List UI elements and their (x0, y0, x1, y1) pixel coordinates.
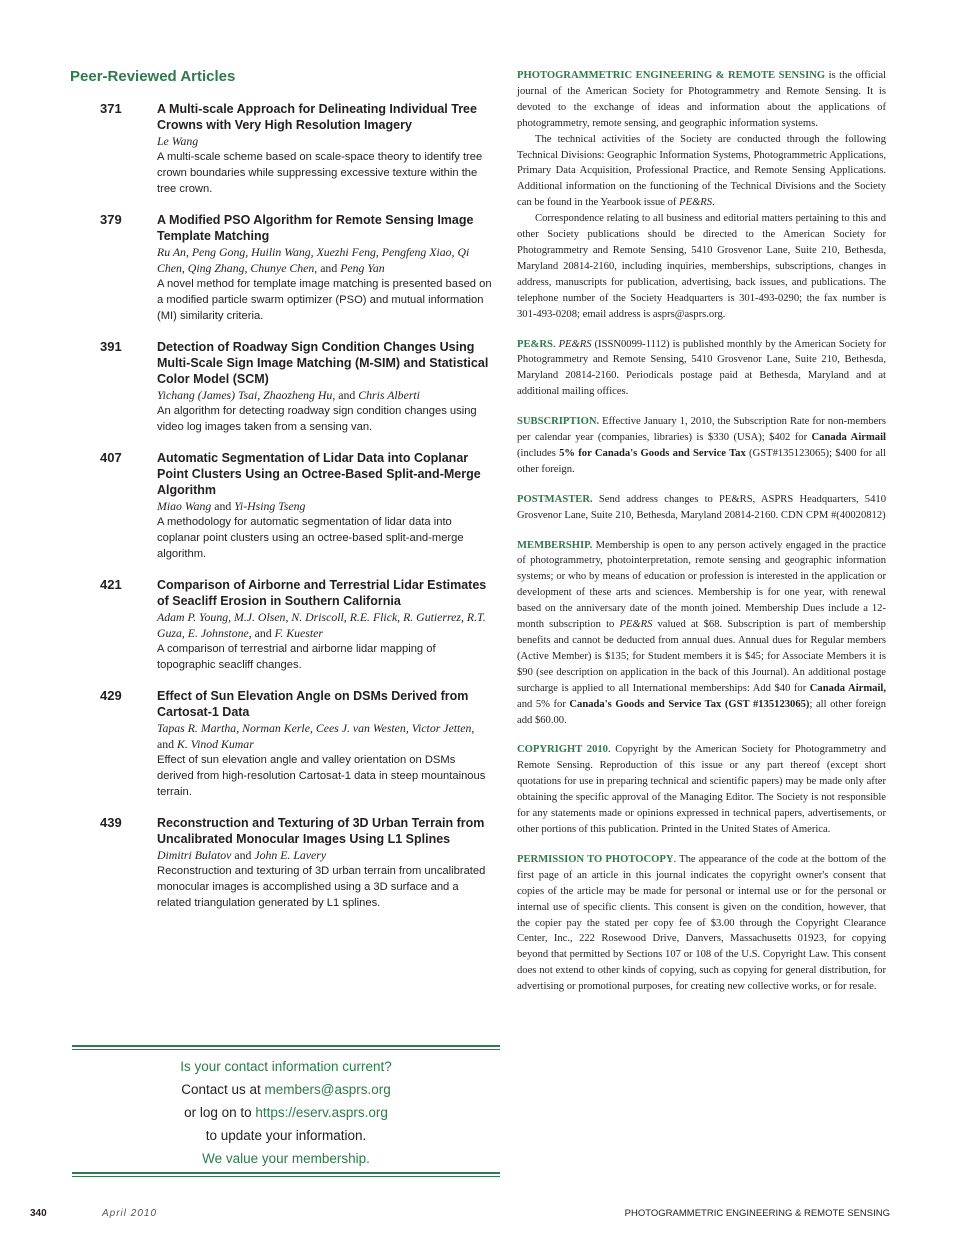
divisions-text: The technical activities of the Society are conducted through the following Technical Divisions: Geographic Information Systems, Photogrammetric Applications, Primary Data Acquisition, Professional Practice, and Remote Sensing Applications. Additional information on the functioning of the Technical Divisions and the Society can be found in the Yearbook issue of (517, 133, 886, 209)
copyright-section (517, 742, 886, 837)
journal-lead: PHOTOGRAMMETRIC ENGINEERING & REMOTE SENSING (517, 70, 826, 81)
pers-paragraph (517, 337, 886, 401)
subscription-paragraph (517, 414, 886, 478)
authors-list: Miao Wang (157, 499, 212, 513)
article-page-number: 407 (100, 450, 122, 465)
issue-date: April 2010 (102, 1208, 158, 1219)
article-authors (157, 498, 492, 514)
membership-lead: MEMBERSHIP. (517, 539, 593, 551)
contents-column (70, 68, 492, 926)
subscription-text: Effective January 1, 2010, the Subscription Rate for non-members per calendar year (companies, libraries) is $330 (USA); $402 for (517, 416, 886, 444)
contact-email-link[interactable]: members@asprs.org (264, 1082, 391, 1097)
page-footer (30, 1208, 890, 1224)
article-body (157, 815, 492, 911)
article-summary: Reconstruction and texturing of 3D urban terrain from uncalibrated monocular images is accomplished using a 3D surface and a related triangulation generated by L1 splines. (157, 865, 486, 909)
article-title[interactable]: Reconstruction and Texturing of 3D Urban Terrain from Uncalibrated Monocular Images Using L1 Splines (157, 816, 485, 846)
box-rule-bottom (72, 1172, 500, 1174)
article-summary: A multi-scale scheme based on scale-space theory to identify tree crown boundaries while suppressing excessive texture within the tree crown. (157, 151, 483, 195)
authors-last: Peng Yan (340, 261, 385, 275)
subscription-bold: 5% for Canada's Goods and Service Tax (559, 447, 746, 459)
authors-last: John E. Lavery (254, 848, 327, 862)
correspondence-paragraph: Correspondence relating to all business and editorial matters pertaining to this and other Society publications should be directed to the American Society for Photogrammetry and Remote Sensing, 5410 Grosvenor Lane, Suite 210, Bethesda, Maryland 20814-2160, including inquiries, memberships, subscriptions, changes in address, manuscripts for publication, advertising, back issues, and publications. The telephone number of the Society Headquarters is 301-493-0290; the fax number is 301-493-0208; email address is asprs@asprs.org. (517, 213, 886, 320)
article-body (157, 450, 492, 562)
authors-last: Chris Alberti (358, 388, 420, 402)
subscription-section (517, 414, 886, 478)
membership-paragraph (517, 538, 886, 729)
pers-text: (ISSN0099-1112) is published monthly by the American Society for Photogrammetry and Remote Sensing, 5410 Grosvenor Lane, Suite 210, Bethesda, Maryland 20814-2160. Periodicals postage paid at Bethesda, Maryland and at additional mailing offices. (517, 338, 887, 398)
article-entry (70, 577, 492, 673)
authors-list: Ru An, Peng Gong, Huilin Wang, Xuezhi Feng, Pengfeng Xiao, Qi Chen, Qing Zhang, Chunye Chen, (157, 245, 470, 275)
article-body (157, 212, 492, 324)
intro-paragraph (517, 68, 886, 132)
authors-and: and (320, 261, 338, 275)
intro-text: is the official journal of the American Society for Photogrammetry and Remote Sensing. It is devoted to the exchange of ideas and information about the applications of photogrammetry, remote sensing, and geographic information systems. (517, 70, 886, 129)
article-entry (70, 339, 492, 435)
membership-section (517, 538, 886, 729)
divisions-end: . (712, 197, 715, 209)
contact-value-line: We value your membership. (202, 1151, 370, 1166)
authors-and: and (254, 626, 272, 640)
permission-text: . The appearance of the code at the bottom of the first page of an article in this journal indicates the copyright owner's consent that copies of the article may be made for personal or internal use or for the personal or internal use of specific clients. This consent is given on the condition, however, that the copier pay the stated per copy fee of $3.00 through the Copyright Clearance Center, Inc., 222 Rosewood Drive, Danvers, Massachusetts 01923, for copying beyond that permitted by Sections 107 or 108 of the U.S. Copyright Law. This consent does not extend to other kinds of copying, such as copying for general distribution, for advertising or promotional purposes, for creating new collective works, or for resale. (517, 853, 887, 993)
authors-list: Tapas R. Martha, Norman Kerle, Cees J. van Westen, Victor Jetten, (157, 721, 475, 735)
article-title[interactable]: A Modified PSO Algorithm for Remote Sensing Image Template Matching (157, 213, 474, 243)
postmaster-lead: POSTMASTER. (517, 493, 593, 505)
authors-and: and (214, 499, 232, 513)
section-title: Peer-Reviewed Articles (70, 68, 236, 85)
pers-italic: PE&RS (558, 338, 592, 350)
divisions-paragraph (517, 132, 886, 212)
article-title[interactable]: A Multi-scale Approach for Delineating Individual Tree Crowns with Very High Resolution Imagery (157, 102, 477, 132)
article-entry (70, 101, 492, 197)
article-page-number: 429 (100, 688, 122, 703)
contact-url-prefix: or log on to (184, 1105, 256, 1120)
article-authors (157, 244, 492, 276)
subscription-lead: SUBSCRIPTION. (517, 416, 600, 428)
contact-url-link[interactable]: https://eserv.asprs.org (255, 1105, 388, 1120)
article-page-number: 391 (100, 339, 122, 354)
article-authors (157, 847, 492, 863)
box-rule-top (72, 1045, 500, 1047)
article-authors (157, 720, 492, 752)
article-entry (70, 450, 492, 562)
contact-email-line (72, 1078, 500, 1101)
authors-and: and (234, 848, 252, 862)
copyright-text: . Copyright by the American Society for Photogrammetry and Remote Sensing. Reproduction of this issue or any part thereof (except short quotations for use in preparing technical and scientific papers) may be made only after obtaining the specific approval of the Managing Editor. The Society is not responsible for any statements made or opinions expressed in technical papers, advertisements, or other portions of this publication. Printed in the United States of America. (517, 744, 886, 835)
article-page-number: 379 (100, 212, 122, 227)
subscription-bold: Canada Airmail (811, 432, 886, 444)
permission-lead: PERMISSION TO PHOTOCOPY (517, 853, 674, 865)
authors-last: F. Kuester (274, 626, 323, 640)
contact-info-box (72, 1045, 500, 1173)
article-page-number: 439 (100, 815, 122, 830)
article-summary: Effect of sun elevation angle and valley orientation on DSMs derived from high-resolution Cartosat-1 data in steep mountainous terrain. (157, 754, 486, 798)
article-page-number: 371 (100, 101, 122, 116)
copyright-paragraph (517, 742, 886, 837)
article-body (157, 577, 492, 673)
article-title[interactable]: Comparison of Airborne and Terrestrial Lidar Estimates of Seacliff Erosion in Southern California (157, 578, 487, 608)
subscription-text: (GST#135123065); $400 for all other foreign. (517, 447, 886, 475)
article-page-number: 421 (100, 577, 122, 592)
contact-email-prefix: Contact us at (181, 1082, 265, 1097)
article-summary: A novel method for template image matching is presented based on a modified particle swarm optimizer (PSO) and mutual information (MI) similarity criteria. (157, 278, 492, 322)
intro-section (517, 68, 886, 323)
authors-list: Yichang (James) Tsai, Zhaozheng Hu, (157, 388, 336, 402)
article-entry (70, 212, 492, 324)
article-authors (157, 387, 492, 403)
membership-text: and 5% for (517, 698, 570, 710)
postmaster-section (517, 492, 886, 524)
article-summary: A comparison of terrestrial and airborne lidar mapping of topographic seacliff changes. (157, 643, 436, 671)
masthead-column (517, 68, 886, 1009)
contact-url-line (72, 1101, 500, 1124)
subscription-text: (includes (517, 447, 560, 459)
permission-section (517, 852, 886, 995)
membership-bold: Canada Airmail, (809, 682, 886, 694)
permission-paragraph (517, 852, 886, 995)
article-title[interactable]: Automatic Segmentation of Lidar Data into Coplanar Point Clusters Using an Octree-Based Split-and-Merge Algorithm (157, 451, 481, 497)
authors-list: Dimitri Bulatov (157, 848, 232, 862)
page-number: 340 (30, 1208, 47, 1219)
postmaster-text: Send address changes to PE&RS, ASPRS Headquarters, 5410 Grosvenor Lane, Suite 210, Bethesda, Maryland 20814-2160. CDN CPM #(40020812) (517, 493, 886, 521)
article-authors (157, 609, 492, 641)
pers-lead: PE&RS (517, 338, 553, 350)
membership-bold: Canada's Goods and Service Tax (GST #135123065) (569, 698, 810, 710)
contact-update-line: to update your information. (205, 1128, 367, 1143)
pers-dot: . (552, 338, 559, 350)
article-body (157, 339, 492, 435)
article-body (157, 688, 492, 800)
article-summary: A methodology for automatic segmentation of lidar data into coplanar point clusters using an octree-based split-and-merge algorithm. (157, 516, 464, 560)
article-body (157, 101, 492, 197)
postmaster-paragraph (517, 492, 886, 524)
article-title[interactable]: Detection of Roadway Sign Condition Changes Using Multi-Scale Sign Image Matching (M-SIM) and Statistical Color Model (SCM) (157, 340, 489, 386)
authors-last: K. Vinod Kumar (177, 737, 254, 751)
membership-text: valued at $68. Subscription is part of membership benefits and cannot be deducted from annual dues. Annual dues for Regular members (Active Member) is $135; for Student members it is $45; for Associate Members it is $90 (see description on application in the back of this Journal). An additional postage surcharge is applied to all International memberships: Add $40 for (517, 619, 886, 694)
article-entry (70, 688, 492, 800)
authors-list: Adam P. Young, M.J. Olsen, N. Driscoll, R.E. Flick, R. Gutierrez, R.T. Guza, E. Johnstone, (157, 610, 486, 640)
membership-text: Membership is open to any person actively engaged in the practice of photogrammetry, photointerpretation, remote sensing and geographic information systems; or who by means of education or profession is interested in the application or development of these arts and sciences. Membership is for one year, with renewal based on the anniversary date of the month joined. Membership Dues include a 12-month subscription to (517, 539, 886, 631)
copyright-lead: COPYRIGHT 2010 (517, 744, 608, 756)
membership-text: ; all other foreign add $60.00. (517, 698, 886, 726)
authors-and: and (338, 388, 356, 402)
journal-name: PHOTOGRAMMETRIC ENGINEERING & REMOTE SENSING (624, 1208, 890, 1219)
pers-italic: PE&RS (679, 197, 713, 209)
pers-italic: PE&RS (619, 619, 653, 631)
contact-question: Is your contact information current? (180, 1059, 392, 1074)
article-entry (70, 815, 492, 911)
article-title[interactable]: Effect of Sun Elevation Angle on DSMs Derived from Cartosat-1 Data (157, 689, 469, 719)
article-authors: Le Wang (157, 134, 199, 148)
authors-last: Yi-Hsing Tseng (234, 499, 306, 513)
authors-and: and (157, 737, 175, 751)
pers-section (517, 337, 886, 401)
contact-lines (72, 1055, 500, 1170)
article-summary: An algorithm for detecting roadway sign condition changes using video log images taken from a sensing van. (157, 405, 477, 433)
